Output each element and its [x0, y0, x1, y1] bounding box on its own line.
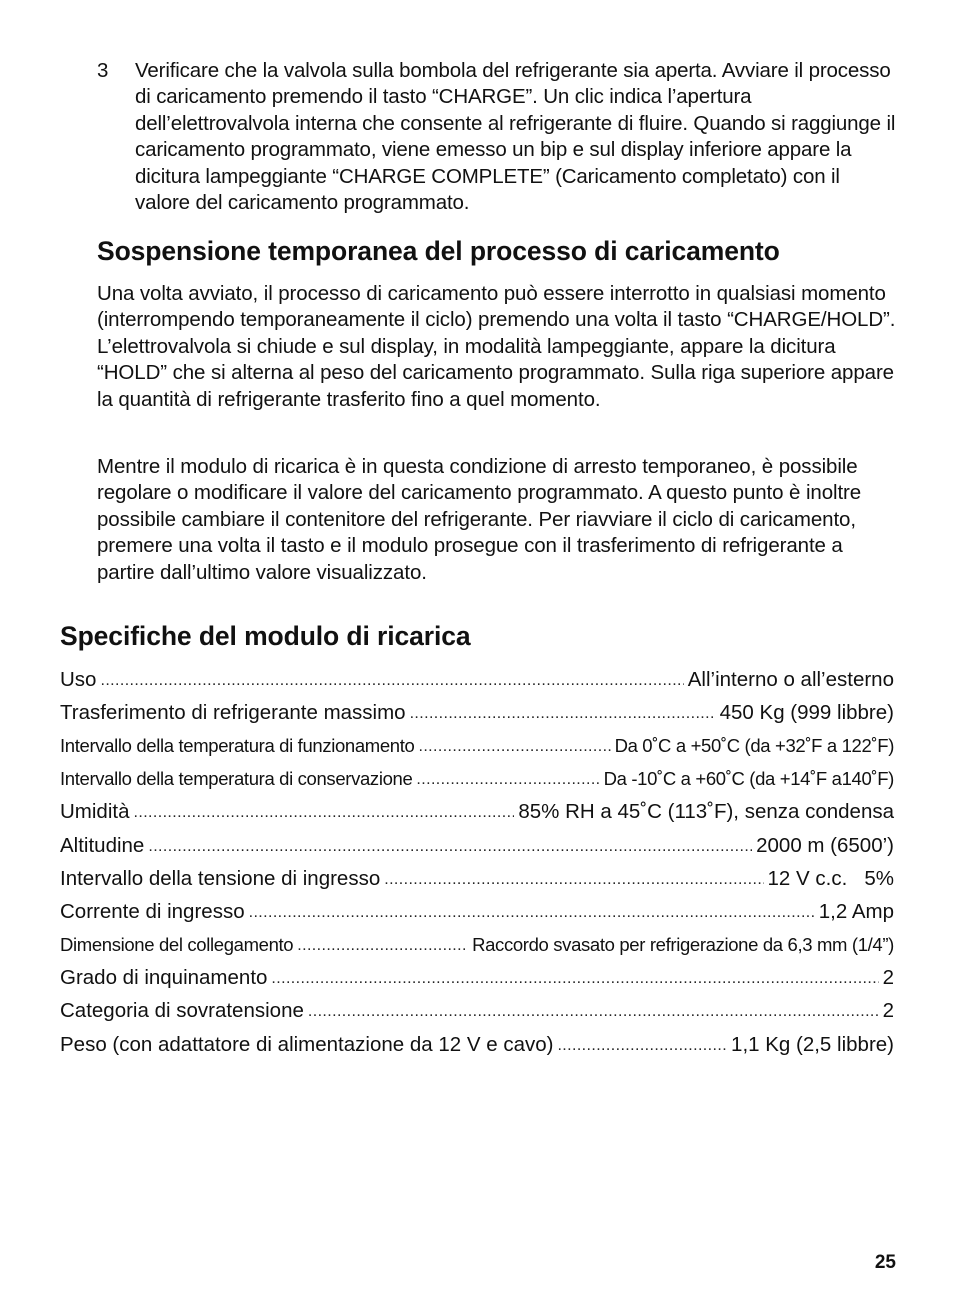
spec-value: 1,2 Amp: [818, 899, 894, 923]
step-text: Verificare che la valvola sulla bombola del refrigerante sia aperta. Avviare il processo di caricamento premendo il tasto “CHARGE”. Un clic indica l’apertura dell’elettrovalvola interna che consente al refrigerante di fluire. Quando si raggiunge il caricamento programmato, viene emesso un bip e sul display inferiore appare la dicitura lampeggiante “CHARGE COMPLETE” (Caricamento completato) con il valore del caricamento programmato.: [135, 59, 896, 215]
leader-dots: [557, 1033, 727, 1057]
leader-dots: [410, 701, 716, 725]
spec-label: Grado di inquinamento: [60, 966, 268, 990]
step-number: 3: [97, 59, 109, 82]
spec-value: 450 Kg (999 libbre): [719, 700, 894, 724]
spec-label: Peso (con adattatore di alimentazione da 12 V e cavo): [60, 1032, 554, 1056]
leader-dots: [416, 767, 599, 791]
leader-dots: [148, 834, 752, 858]
specs-list: [60, 663, 894, 1061]
hold-paragraph-2: Mentre il modulo di ricarica è in questa condizione di arresto temporaneo, è possibile regolare o modificare il valore del caricamento programmato. A questo punto è inoltre possibile cambiare il contenitore del refrigerante. Per riavviare il ciclo di caricamento, premere una volta il tasto e il modulo prosegue con il trasferimento di refrigerante a partire dall’ultimo valore visualizzato.: [97, 455, 862, 584]
leader-dots: [271, 966, 878, 990]
spec-label: Categoria di sovratensione: [60, 999, 304, 1023]
spec-value: 1,1 Kg (2,5 libbre): [731, 1032, 894, 1056]
spec-row: [60, 663, 894, 696]
spec-row: [60, 763, 894, 796]
spec-value: Da 0˚C a +50˚C (da +32˚F a 122˚F): [614, 734, 894, 756]
spec-row: [60, 829, 894, 862]
page-number: 25: [874, 1252, 896, 1273]
spec-label: Corrente di ingresso: [60, 899, 245, 923]
leader-dots: [384, 867, 763, 891]
spec-value: All’interno o all’esterno: [687, 667, 894, 691]
spec-row: [60, 1028, 894, 1061]
hold-paragraph-1: Una volta avviato, il processo di caricamento può essere interrotto in qualsiasi momento (interrompendo temporaneamente il ciclo) premendo una volta il tasto “CHARGE/HOLD”. L’elettrovalvola si chiude e sul display, in modalità lampeggiante, appare la dicitura “HOLD” che si alterna al peso del caricamento programmato. Sulla riga superiore appare la quantità di refrigerante trasferito fino a quel momento.: [97, 282, 896, 411]
spec-label: Trasferimento di refrigerante massimo: [60, 700, 406, 724]
leader-dots: [249, 900, 815, 924]
spec-label: Intervallo della temperatura di funzionamento: [60, 734, 415, 756]
step-3: [97, 58, 897, 216]
spec-value: 2: [882, 999, 894, 1023]
leader-dots: [297, 933, 468, 957]
spec-value: 12 V c.c. 5%: [767, 866, 894, 890]
spec-row: [60, 995, 894, 1028]
leader-dots: [418, 734, 610, 758]
section-title-specs: Specifiche del modulo di ricarica: [60, 621, 471, 651]
spec-row: [60, 962, 894, 995]
spec-value: 85% RH a 45˚C (113˚F), senza condensa: [518, 800, 894, 824]
spec-label: Intervallo della temperatura di conservazione: [60, 768, 413, 790]
spec-label: Altitudine: [60, 833, 145, 857]
spec-value: Raccordo svasato per refrigerazione da 6,3 mm (1/4”): [472, 934, 894, 956]
spec-row: [60, 895, 894, 928]
spec-row: [60, 696, 894, 729]
spec-label: Uso: [60, 667, 97, 691]
leader-dots: [134, 800, 515, 824]
spec-value: Da -10˚C a +60˚C (da +14˚F a140˚F): [603, 768, 894, 790]
section-title-hold: Sospensione temporanea del processo di caricamento: [97, 236, 780, 266]
spec-label: Intervallo della tensione di ingresso: [60, 866, 381, 890]
leader-dots: [308, 999, 879, 1023]
spec-row: [60, 862, 894, 895]
spec-row: [60, 796, 894, 829]
leader-dots: [100, 668, 683, 692]
spec-value: 2: [882, 966, 894, 990]
spec-row: [60, 929, 894, 962]
spec-row: [60, 729, 894, 762]
spec-value: 2000 m (6500’): [756, 833, 894, 857]
spec-label: Umidità: [60, 800, 130, 824]
spec-label: Dimensione del collegamento: [60, 934, 294, 956]
